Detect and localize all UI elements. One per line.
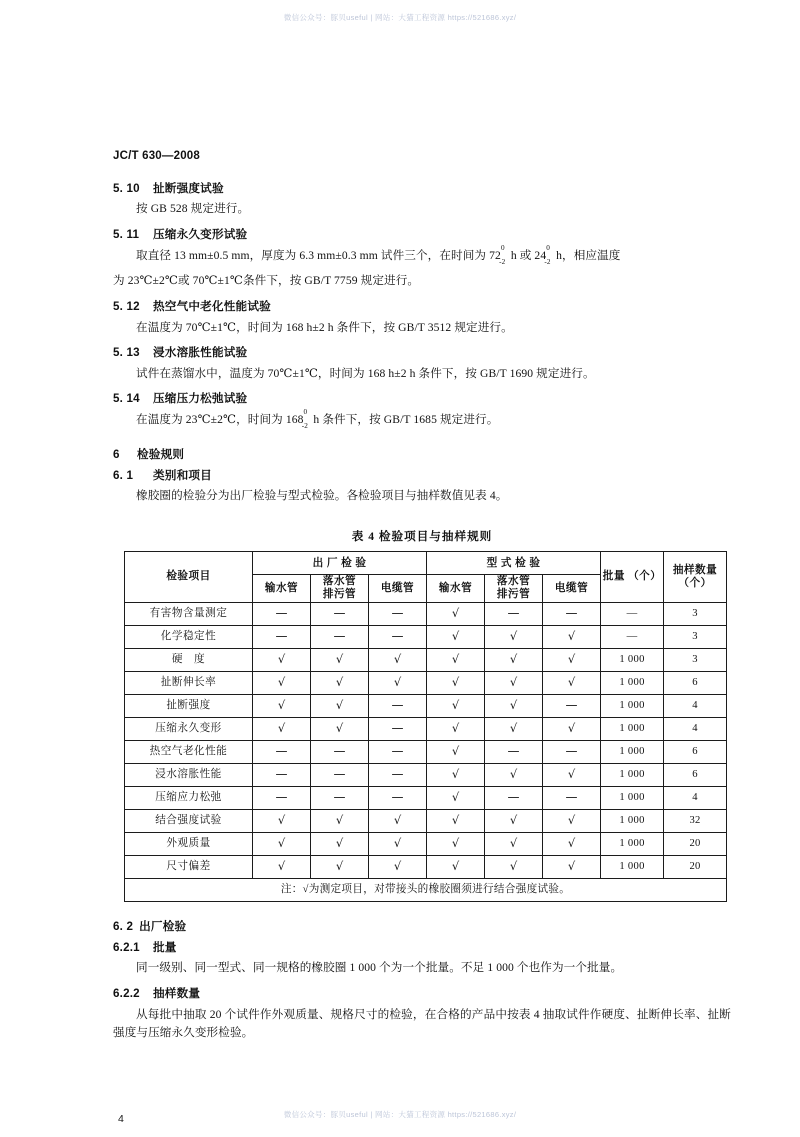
row-item-name: 尺寸偏差 bbox=[125, 855, 253, 878]
cell-batch: — bbox=[601, 625, 664, 648]
table-row bbox=[125, 717, 727, 740]
row-item-name: 热空气老化性能 bbox=[125, 740, 253, 763]
cell-type-cable: √ bbox=[543, 625, 601, 648]
table-row bbox=[125, 786, 727, 809]
clause-title: 类别和项目 bbox=[153, 469, 212, 483]
body-text: 取直径 13 mm±0.5 mm，厚度为 6.3 mm±0.3 mm 试件三个，在时间为 72 bbox=[136, 248, 501, 262]
subheader-factory-drain-sewage-pipe bbox=[311, 575, 369, 602]
cell-factory-drain: √ bbox=[311, 809, 369, 832]
subheader-line2: 排污管 bbox=[322, 589, 357, 601]
cell-type-cable: √ bbox=[543, 671, 601, 694]
cell-type-cable: — bbox=[543, 740, 601, 763]
cell-factory-water: √ bbox=[253, 832, 311, 855]
tolerance-upper: 0 bbox=[303, 408, 308, 416]
cell-sample: 6 bbox=[664, 671, 727, 694]
row-item-name: 扯断强度 bbox=[125, 694, 253, 717]
cell-batch: 1 000 bbox=[601, 786, 664, 809]
table-body bbox=[125, 602, 727, 901]
standard-code-header: JC/T 630—2008 bbox=[113, 150, 200, 162]
table-note: 注：√为测定项目，对带接头的橡胶圈须进行结合强度试验。 bbox=[125, 878, 727, 901]
tolerance-lower: -2 bbox=[544, 257, 551, 266]
page-number: 4 bbox=[118, 1113, 124, 1125]
row-item-name: 压缩永久变形 bbox=[125, 717, 253, 740]
cell-sample: 3 bbox=[664, 625, 727, 648]
cell-factory-drain: — bbox=[311, 786, 369, 809]
row-item-name: 结合强度试验 bbox=[125, 809, 253, 832]
cell-type-cable: √ bbox=[543, 717, 601, 740]
cell-factory-cable: √ bbox=[369, 648, 427, 671]
clause-number: 5. 12 bbox=[113, 300, 140, 314]
clause-number: 5. 11 bbox=[113, 228, 140, 242]
cell-factory-drain: — bbox=[311, 740, 369, 763]
row-item-name: 有害物含量测定 bbox=[125, 602, 253, 625]
cell-factory-water: — bbox=[253, 763, 311, 786]
cell-type-drain: — bbox=[485, 786, 543, 809]
cell-factory-cable: — bbox=[369, 786, 427, 809]
clause-title: 抽样数量 bbox=[153, 987, 201, 1001]
cell-factory-drain: √ bbox=[311, 694, 369, 717]
header-sample-line2: （个） bbox=[678, 577, 712, 589]
cell-factory-drain: — bbox=[311, 602, 369, 625]
cell-type-water: √ bbox=[427, 648, 485, 671]
subheader-line1: 落水管 bbox=[496, 576, 531, 588]
cell-type-cable: √ bbox=[543, 809, 601, 832]
cell-type-cable: √ bbox=[543, 855, 601, 878]
clause-number: 6. 1 bbox=[113, 469, 134, 483]
cell-type-water: √ bbox=[427, 763, 485, 786]
subheader-line1: 输水管 bbox=[438, 582, 473, 594]
cell-type-drain: √ bbox=[485, 625, 543, 648]
cell-factory-cable: √ bbox=[369, 855, 427, 878]
cell-factory-cable: — bbox=[369, 740, 427, 763]
cell-type-water: √ bbox=[427, 855, 485, 878]
cell-type-cable: √ bbox=[543, 832, 601, 855]
table-caption: 表 4 检验项目与抽样规则 bbox=[351, 530, 493, 544]
header-batch-line2: （个） bbox=[628, 571, 662, 583]
clause-heading-6-2-2 bbox=[113, 985, 731, 1002]
clause-title: 出厂检验 bbox=[139, 919, 187, 933]
clause-heading-5-13 bbox=[113, 344, 731, 361]
table-row bbox=[125, 855, 727, 878]
cell-factory-cable: — bbox=[369, 625, 427, 648]
cell-type-water: √ bbox=[427, 832, 485, 855]
cell-type-drain: √ bbox=[485, 809, 543, 832]
clause-number: 5. 10 bbox=[113, 182, 140, 195]
cell-factory-drain: √ bbox=[311, 855, 369, 878]
row-item-name: 浸水溶胀性能 bbox=[125, 763, 253, 786]
header-inspection-item: 检验项目 bbox=[125, 552, 253, 602]
cell-type-cable: — bbox=[543, 602, 601, 625]
cell-type-drain: √ bbox=[485, 763, 543, 786]
cell-type-water: √ bbox=[427, 602, 485, 625]
clause-body-6-2-2: 从每批中抽取 20 个试件作外观质量、规格尺寸的检验，在合格的产品中按表 4 抽取试件作硬度、扯断伸长率、扯断强度与压缩永久变形检验。 bbox=[113, 1007, 731, 1040]
cell-type-cable: √ bbox=[543, 763, 601, 786]
cell-type-cable: — bbox=[543, 694, 601, 717]
subheader-type-cable-pipe bbox=[543, 575, 601, 602]
cell-sample: 6 bbox=[664, 763, 727, 786]
cell-sample: 4 bbox=[664, 717, 727, 740]
cell-batch: 1 000 bbox=[601, 855, 664, 878]
header-batch-size bbox=[601, 552, 664, 602]
tolerance-lower: -2 bbox=[301, 422, 308, 431]
cell-sample: 4 bbox=[664, 694, 727, 717]
cell-factory-cable: — bbox=[369, 694, 427, 717]
header-sample-line1: 抽样数量 bbox=[672, 564, 718, 576]
header-factory-inspection: 出 厂 检 验 bbox=[253, 552, 427, 575]
cell-type-drain: √ bbox=[485, 694, 543, 717]
clause-body-6-2-1: 同一级别、同一型式、同一规格的橡胶圈 1 000 个为一个批量。不足 1 000 个也作为一个批量。 bbox=[136, 961, 623, 975]
cell-type-drain: √ bbox=[485, 832, 543, 855]
cell-factory-drain: √ bbox=[311, 648, 369, 671]
cell-type-cable: — bbox=[543, 786, 601, 809]
clause-title: 浸水溶胀性能试验 bbox=[153, 346, 248, 360]
table-note-row bbox=[125, 878, 727, 901]
cell-type-drain: √ bbox=[485, 671, 543, 694]
clause-heading-5-14 bbox=[113, 390, 731, 407]
clause-body-5-11 bbox=[113, 243, 731, 266]
clause-heading-6-2-1 bbox=[113, 939, 731, 956]
cell-factory-drain: √ bbox=[311, 671, 369, 694]
cell-sample: 20 bbox=[664, 855, 727, 878]
subheader-factory-cable-pipe bbox=[369, 575, 427, 602]
page-content bbox=[113, 150, 731, 1050]
tolerance-upper: 0 bbox=[500, 243, 505, 252]
clause-body-5-11-line2: 为 23℃±2℃或 70℃±1℃条件下，按 GB/T 7759 规定进行。 bbox=[113, 274, 420, 288]
section-title: 检验规则 bbox=[137, 447, 185, 461]
table-row bbox=[125, 671, 727, 694]
subheader-line1: 输水管 bbox=[264, 582, 299, 594]
cell-sample: 4 bbox=[664, 786, 727, 809]
cell-batch: 1 000 bbox=[601, 717, 664, 740]
cell-batch: 1 000 bbox=[601, 740, 664, 763]
table-header-row-1 bbox=[125, 552, 727, 575]
header-batch-line1: 批量 bbox=[602, 571, 625, 583]
clause-body-5-12: 在温度为 70℃±1℃，时间为 168 h±2 h 条件下，按 GB/T 3512 规定进行。 bbox=[136, 320, 513, 334]
cell-factory-water: — bbox=[253, 625, 311, 648]
clause-number: 6. 2 bbox=[113, 919, 134, 933]
watermark-bottom: 微信公众号：豚贝useful | 网站：大猫工程资源 https://521686.xyz/ bbox=[283, 1110, 517, 1119]
cell-type-water: √ bbox=[427, 694, 485, 717]
header-type-inspection: 型 式 检 验 bbox=[427, 552, 601, 575]
clause-heading-5-12 bbox=[113, 298, 731, 315]
table-row bbox=[125, 625, 727, 648]
clause-body-5-14 bbox=[113, 408, 731, 431]
clause-title: 压缩压力松弛试验 bbox=[153, 392, 248, 406]
cell-factory-water: √ bbox=[253, 648, 311, 671]
table-row bbox=[125, 740, 727, 763]
cell-sample: 3 bbox=[664, 648, 727, 671]
cell-factory-water: — bbox=[253, 786, 311, 809]
clause-number: 5. 13 bbox=[113, 346, 140, 360]
table-row bbox=[125, 832, 727, 855]
cell-factory-cable: — bbox=[369, 763, 427, 786]
body-text: h 或 24 bbox=[510, 248, 547, 262]
cell-type-drain: — bbox=[485, 740, 543, 763]
clause-heading-6-2 bbox=[113, 918, 731, 935]
table-row bbox=[125, 648, 727, 671]
clause-number: 5. 14 bbox=[113, 392, 140, 406]
clause-heading-5-10 bbox=[113, 180, 731, 197]
header-sample-size bbox=[664, 552, 727, 602]
subheader-line2: 排污管 bbox=[496, 589, 531, 601]
cell-factory-water: √ bbox=[253, 855, 311, 878]
cell-batch: 1 000 bbox=[601, 694, 664, 717]
clause-number: 6.2.2 bbox=[113, 987, 140, 1001]
clause-heading-5-11 bbox=[113, 226, 731, 243]
cell-factory-drain: √ bbox=[311, 717, 369, 740]
body-text: 在温度为 23℃±2℃，时间为 168 bbox=[136, 412, 304, 426]
cell-type-water: √ bbox=[427, 717, 485, 740]
section-number: 6 bbox=[113, 447, 120, 461]
clause-heading-6-1 bbox=[113, 467, 731, 484]
table-row bbox=[125, 694, 727, 717]
row-item-name: 扯断伸长率 bbox=[125, 671, 253, 694]
table-row bbox=[125, 763, 727, 786]
watermark-top: 微信公众号：豚贝useful | 网站：大猫工程资源 https://521686.xyz/ bbox=[283, 13, 517, 22]
cell-factory-water: √ bbox=[253, 809, 311, 832]
cell-batch: 1 000 bbox=[601, 832, 664, 855]
cell-type-drain: — bbox=[485, 602, 543, 625]
cell-factory-water: — bbox=[253, 602, 311, 625]
cell-factory-cable: √ bbox=[369, 809, 427, 832]
section-heading-6 bbox=[113, 446, 731, 463]
row-item-name: 外观质量 bbox=[125, 832, 253, 855]
cell-type-water: √ bbox=[427, 625, 485, 648]
cell-batch: 1 000 bbox=[601, 763, 664, 786]
cell-batch: — bbox=[601, 602, 664, 625]
cell-factory-drain: — bbox=[311, 625, 369, 648]
cell-factory-water: √ bbox=[253, 694, 311, 717]
cell-type-water: √ bbox=[427, 671, 485, 694]
cell-factory-water: √ bbox=[253, 671, 311, 694]
clause-title: 压缩永久变形试验 bbox=[153, 228, 248, 242]
clause-title: 扯断强度试验 bbox=[153, 182, 224, 195]
body-text: h，相应温度 bbox=[556, 248, 621, 262]
cell-factory-cable: — bbox=[369, 717, 427, 740]
cell-type-water: √ bbox=[427, 786, 485, 809]
cell-factory-drain: — bbox=[311, 763, 369, 786]
clause-body-5-13: 试件在蒸馏水中，温度为 70℃±1℃，时间为 168 h±2 h 条件下，按 GB/T 1690 规定进行。 bbox=[136, 366, 595, 380]
subheader-type-drain-sewage-pipe bbox=[485, 575, 543, 602]
cell-batch: 1 000 bbox=[601, 809, 664, 832]
cell-type-cable: √ bbox=[543, 648, 601, 671]
row-item-name: 硬 度 bbox=[125, 648, 253, 671]
subheader-type-water-pipe bbox=[427, 575, 485, 602]
cell-sample: 6 bbox=[664, 740, 727, 763]
cell-sample: 3 bbox=[664, 602, 727, 625]
subheader-line1: 电缆管 bbox=[554, 582, 589, 594]
clause-body-5-10: 按 GB 528 规定进行。 bbox=[136, 202, 250, 216]
clause-title: 批量 bbox=[153, 941, 177, 955]
tolerance-lower: -2 bbox=[499, 257, 506, 266]
cell-factory-drain: √ bbox=[311, 832, 369, 855]
cell-batch: 1 000 bbox=[601, 648, 664, 671]
cell-batch: 1 000 bbox=[601, 671, 664, 694]
clause-body-6-1: 橡胶圈的检验分为出厂检验与型式检验。各检验项目与抽样数值见表 4。 bbox=[136, 489, 508, 503]
table-row bbox=[125, 602, 727, 625]
cell-type-water: √ bbox=[427, 809, 485, 832]
clause-title: 热空气中老化性能试验 bbox=[153, 300, 271, 314]
subheader-factory-water-pipe bbox=[253, 575, 311, 602]
cell-factory-cable: √ bbox=[369, 671, 427, 694]
cell-sample: 20 bbox=[664, 832, 727, 855]
cell-type-drain: √ bbox=[485, 717, 543, 740]
cell-type-water: √ bbox=[427, 740, 485, 763]
inspection-items-table bbox=[124, 551, 727, 901]
cell-type-drain: √ bbox=[485, 855, 543, 878]
cell-sample: 32 bbox=[664, 809, 727, 832]
subheader-line1: 落水管 bbox=[322, 576, 357, 588]
cell-type-drain: √ bbox=[485, 648, 543, 671]
cell-factory-cable: √ bbox=[369, 832, 427, 855]
cell-factory-water: — bbox=[253, 740, 311, 763]
cell-factory-cable: — bbox=[369, 602, 427, 625]
row-item-name: 压缩应力松弛 bbox=[125, 786, 253, 809]
body-text: h 条件下，按 GB/T 1685 规定进行。 bbox=[313, 412, 499, 426]
row-item-name: 化学稳定性 bbox=[125, 625, 253, 648]
clause-number: 6.2.1 bbox=[113, 941, 140, 955]
table-row bbox=[125, 809, 727, 832]
subheader-line1: 电缆管 bbox=[380, 582, 415, 594]
tolerance-upper: 0 bbox=[546, 243, 550, 252]
cell-factory-water: √ bbox=[253, 717, 311, 740]
